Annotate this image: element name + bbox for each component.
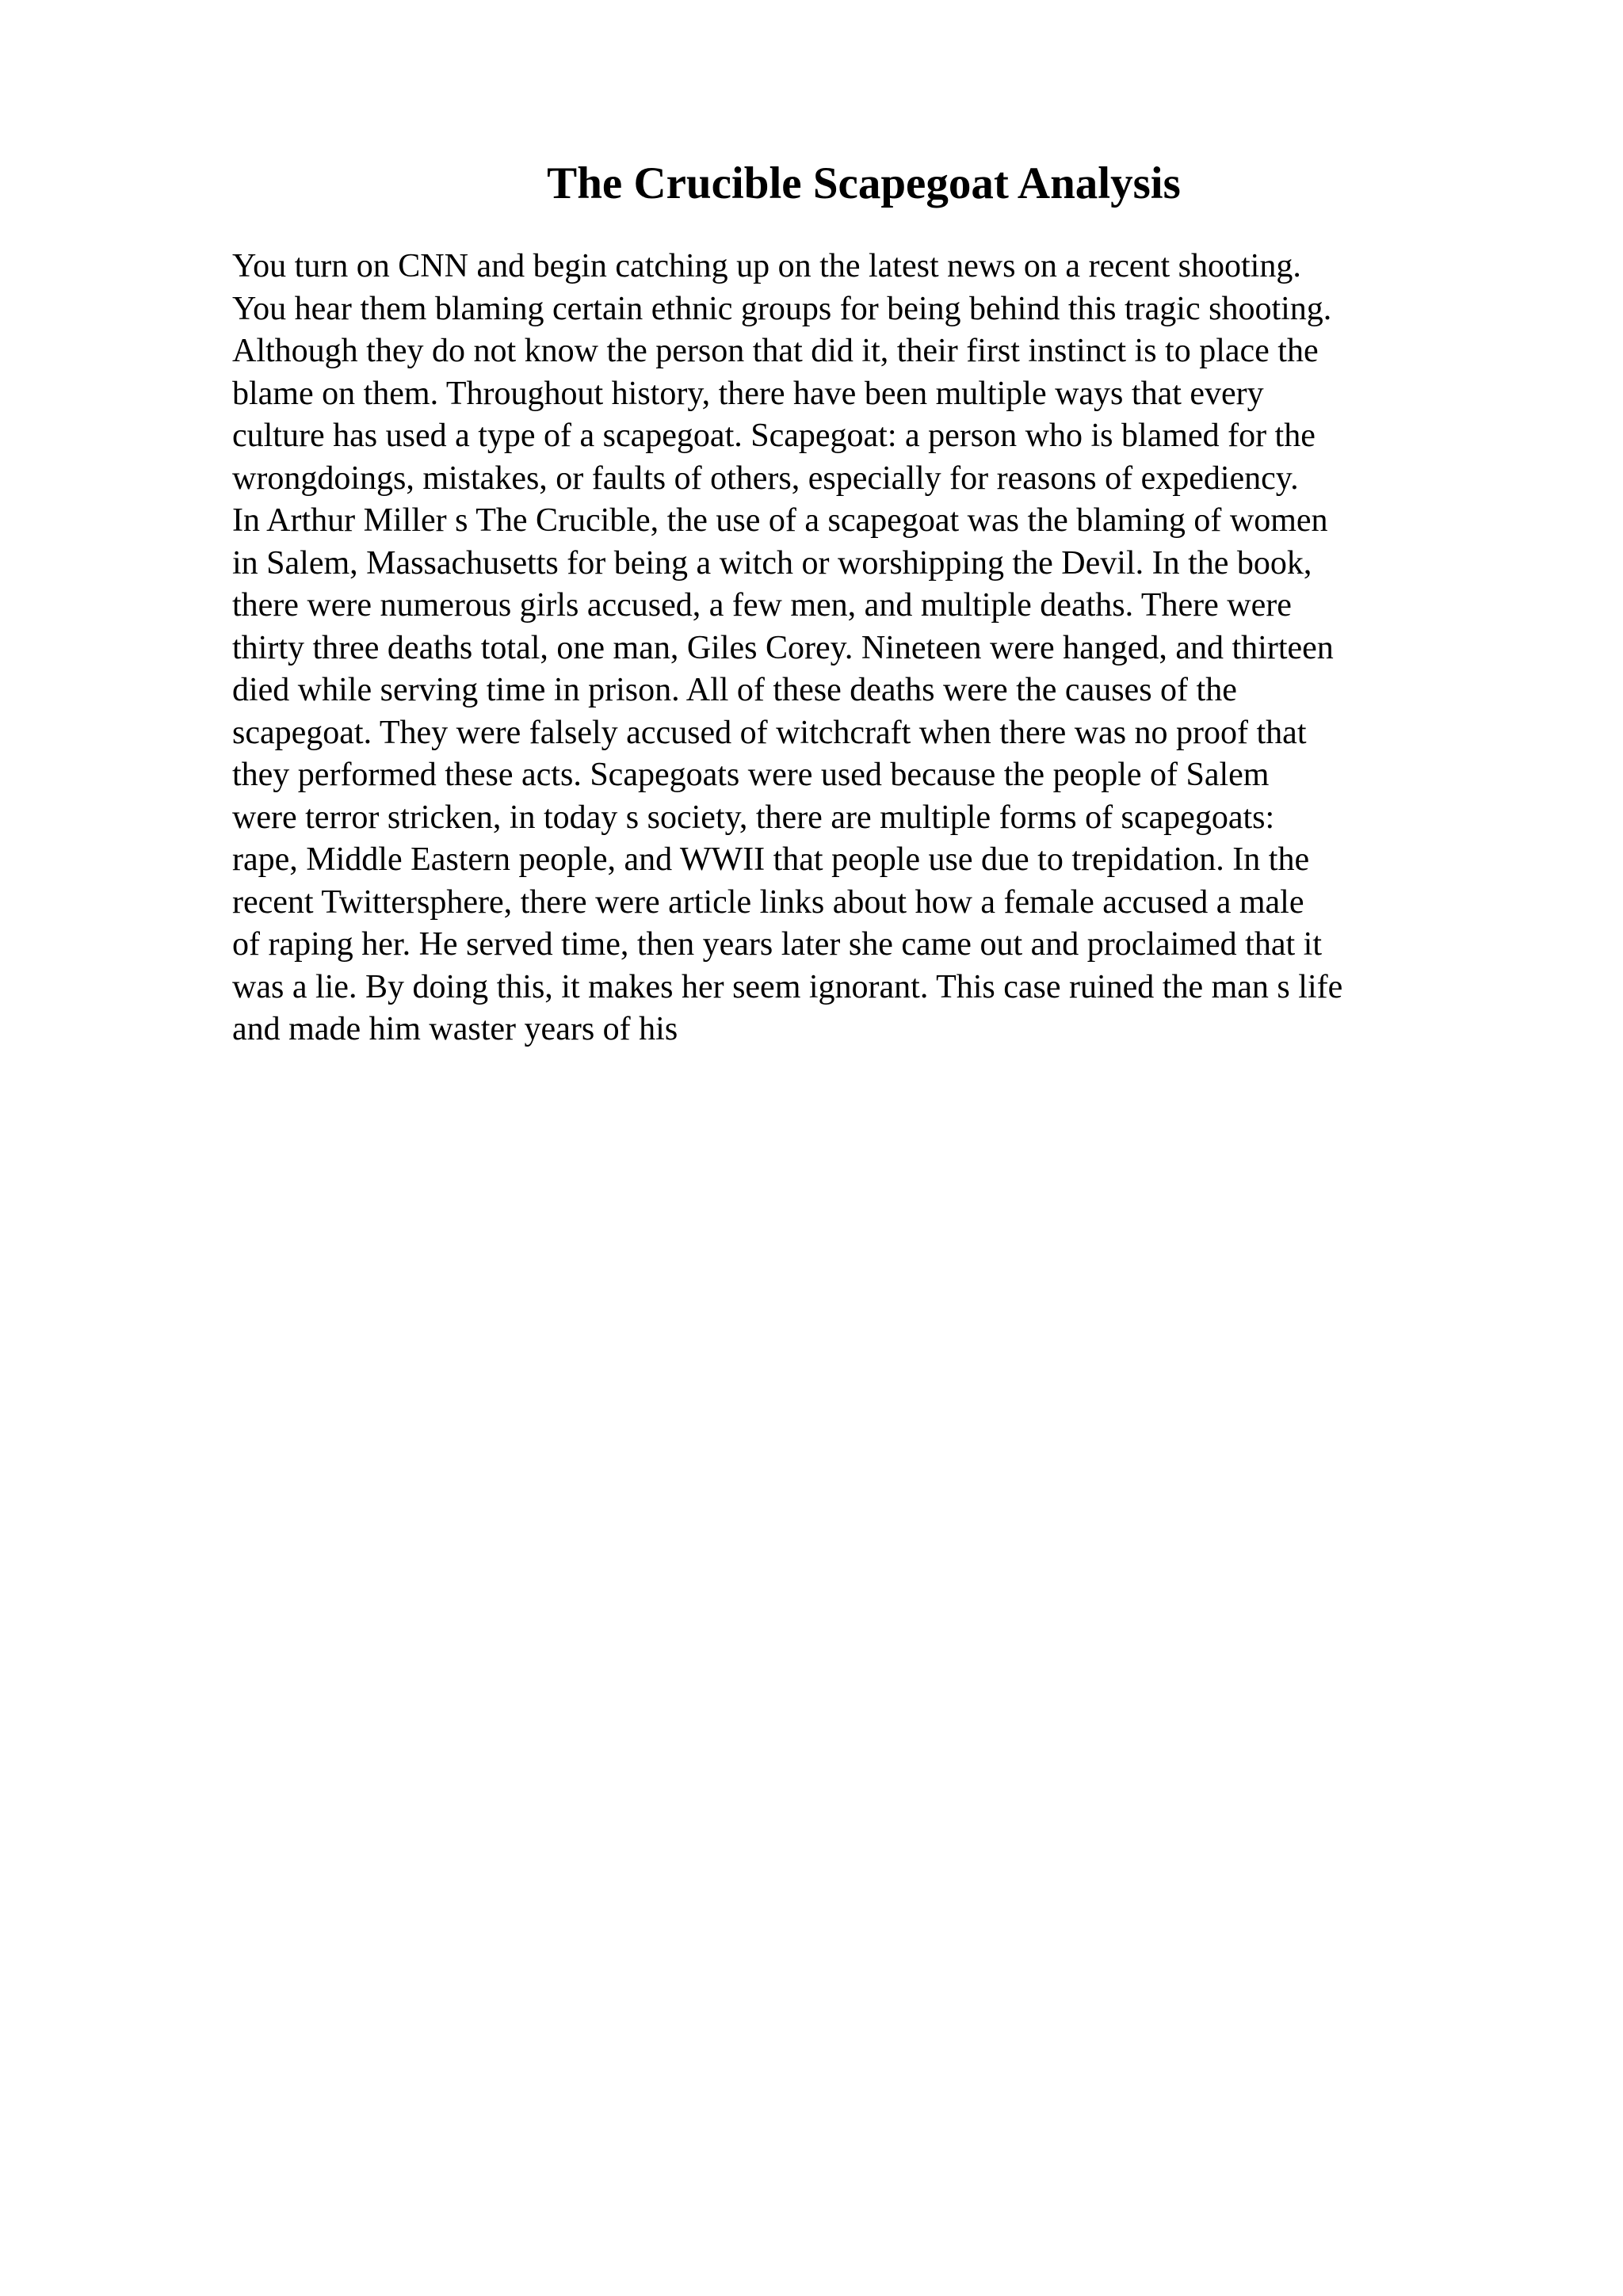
body-line: culture has used a type of a scapegoat. Scapegoat: a person who is blamed for the [232, 418, 1316, 454]
body-line: In Arthur Miller s The Crucible, the use of a scapegoat was the blaming of women [232, 502, 1328, 539]
document-body [232, 246, 1500, 1051]
body-line: You turn on CNN and begin catching up on the latest news on a recent shooting. [232, 248, 1301, 284]
body-line: of raping her. He served time, then years later she came out and proclaimed that it [232, 926, 1322, 963]
document-title: The Crucible Scapegoat Analysis [547, 158, 1181, 208]
body-line: Although they do not know the person that did it, their first instinct is to place the [232, 333, 1319, 369]
body-line: rape, Middle Eastern people, and WWII that people use due to trepidation. In the [232, 841, 1310, 878]
body-line: were terror stricken, in today s society, there are multiple forms of scapegoats: [232, 799, 1275, 836]
body-line: scapegoat. They were falsely accused of witchcraft when there was no proof that [232, 714, 1307, 751]
body-line: and made him waster years of his [232, 1011, 678, 1047]
body-line: thirty three deaths total, one man, Giles Corey. Nineteen were hanged, and thirteen [232, 629, 1334, 666]
body-line: was a lie. By doing this, it makes her seem ignorant. This case ruined the man s life [232, 968, 1343, 1005]
body-line: there were numerous girls accused, a few men, and multiple deaths. There were [232, 587, 1292, 624]
body-line: died while serving time in prison. All of these deaths were the causes of the [232, 672, 1237, 708]
body-line: in Salem, Massachusetts for being a witch or worshipping the Devil. In the book, [232, 544, 1312, 582]
body-line: recent Twittersphere, there were article links about how a female accused a male [232, 883, 1304, 921]
body-line: You hear them blaming certain ethnic groups for being behind this tragic shooting. [232, 290, 1332, 327]
body-line: blame on them. Throughout history, there have been multiple ways that every [232, 375, 1264, 412]
body-line: wrongdoings, mistakes, or faults of others, especially for reasons of expediency. [232, 460, 1299, 497]
body-line: they performed these acts. Scapegoats were used because the people of Salem [232, 757, 1270, 793]
